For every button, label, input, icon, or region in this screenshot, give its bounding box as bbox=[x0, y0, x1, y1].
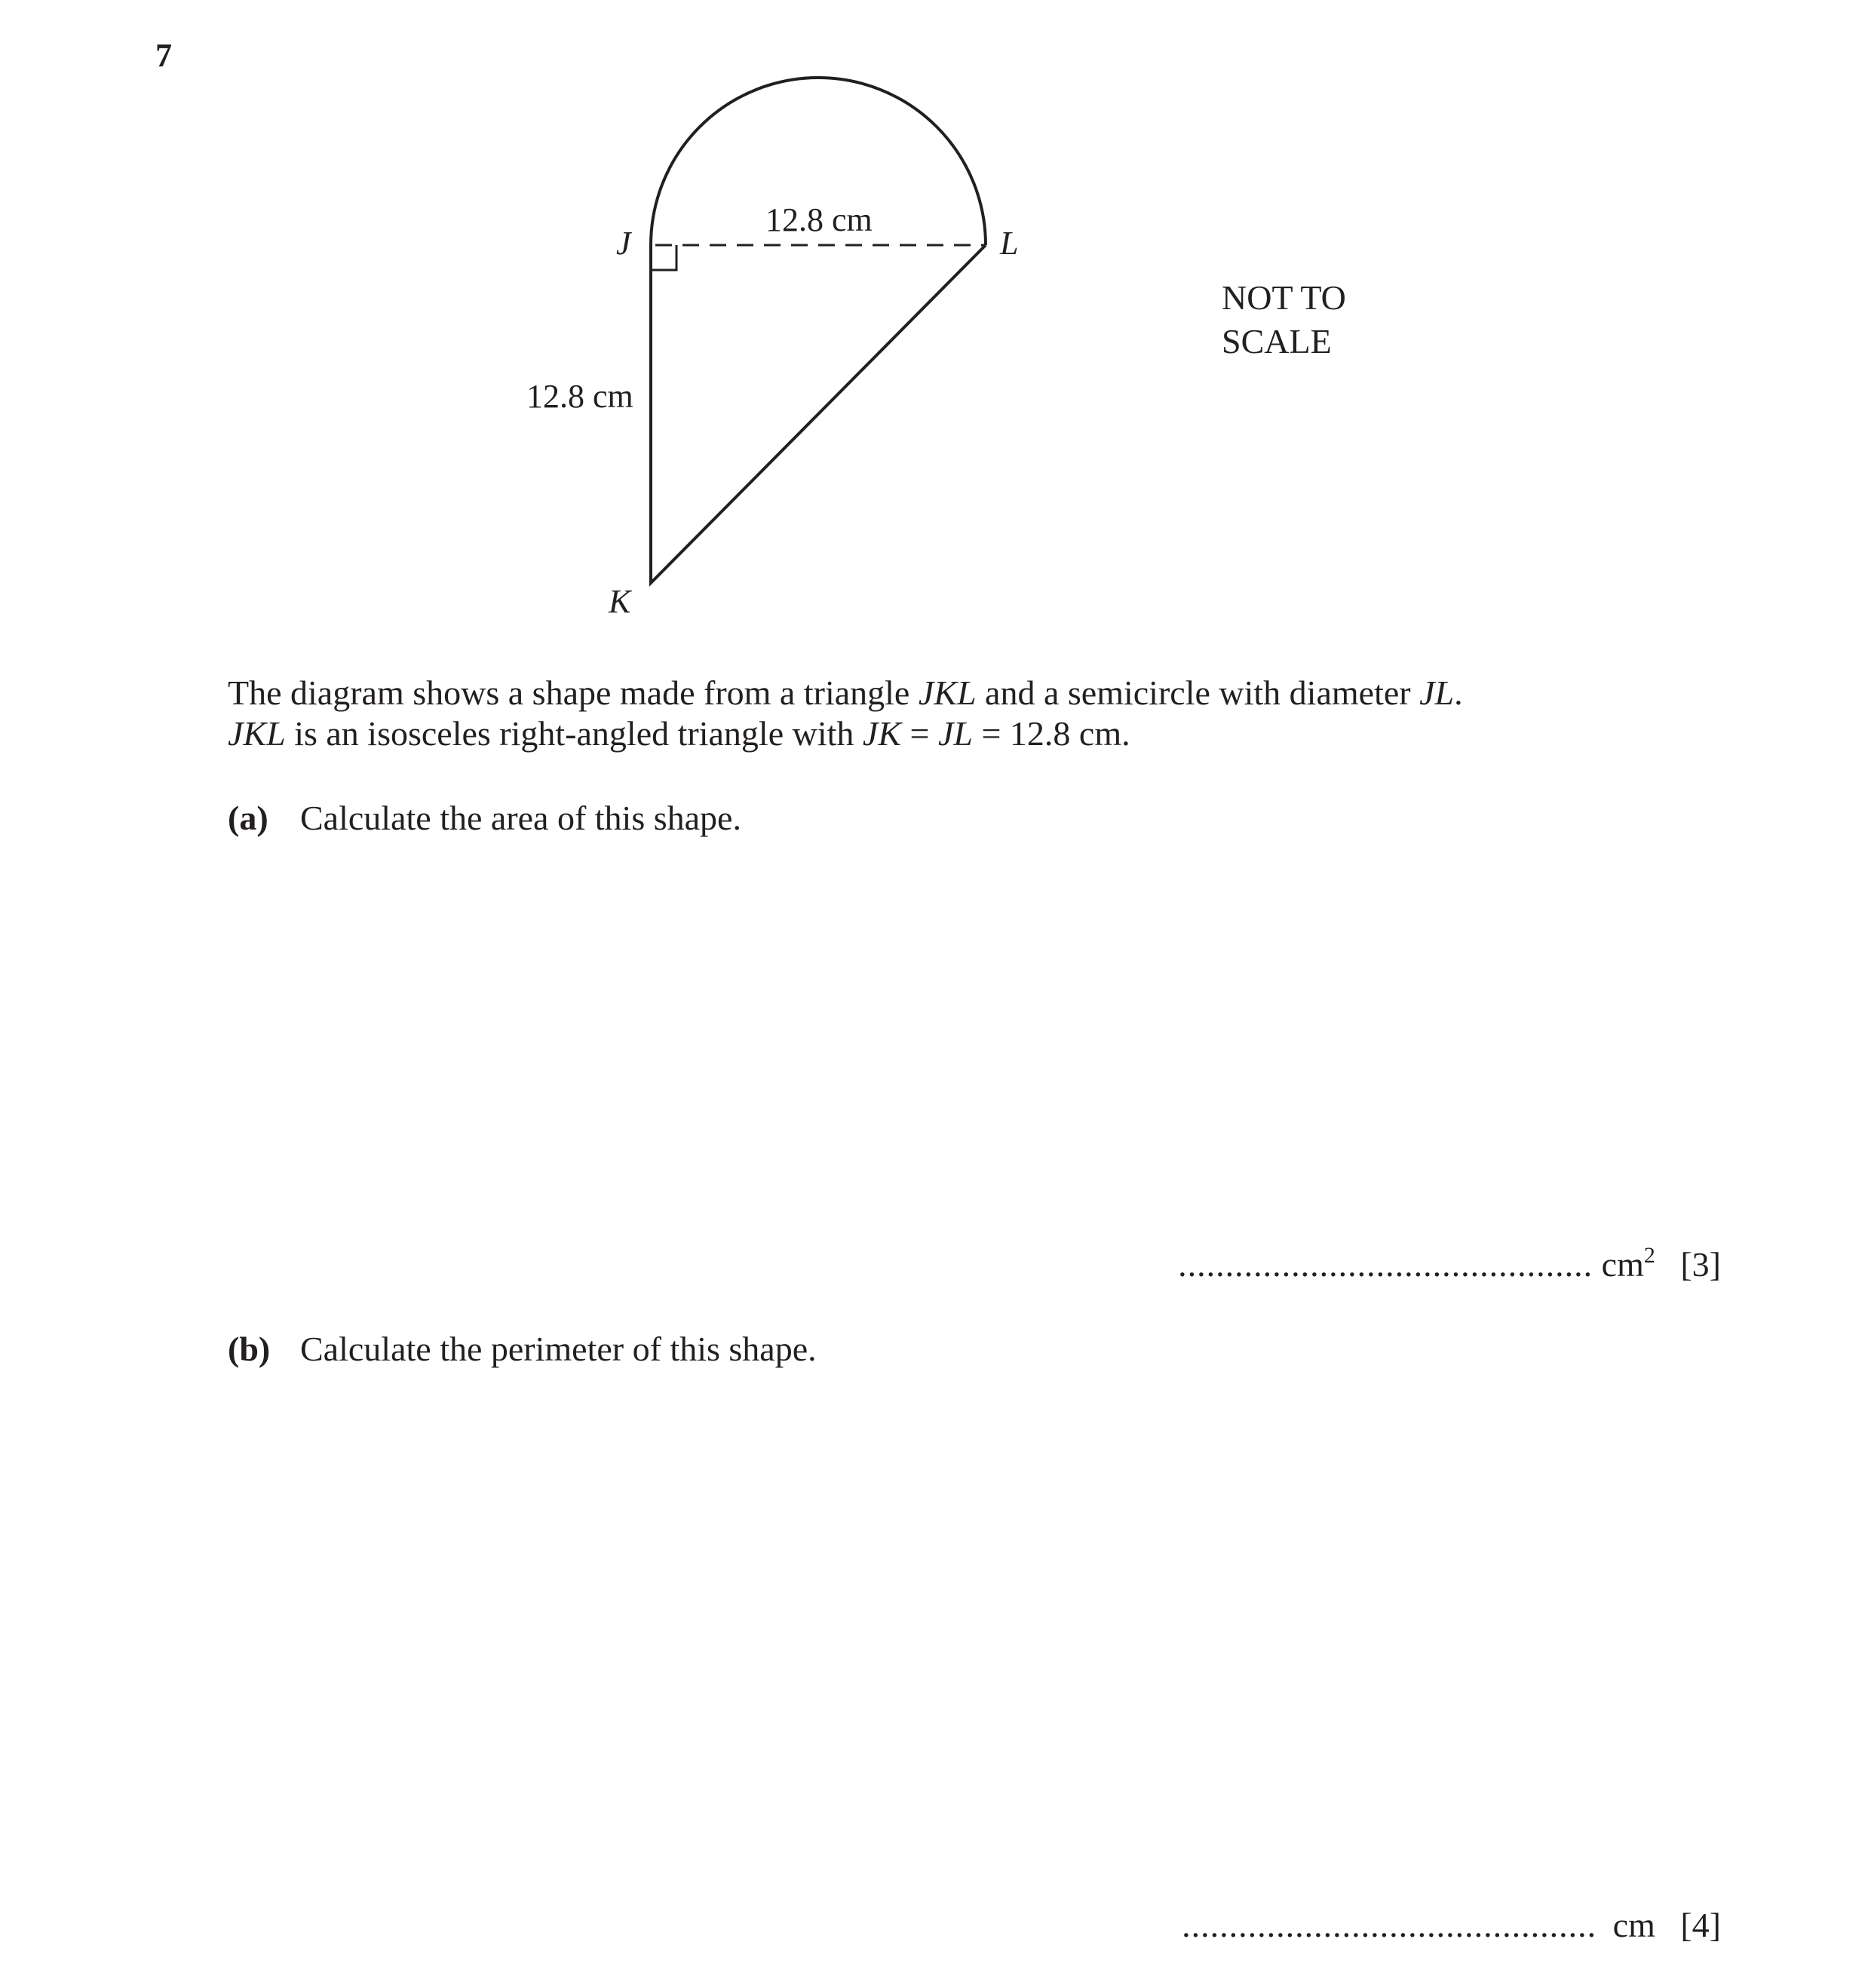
part-a-answer-dots[interactable]: ............................................ bbox=[1178, 1245, 1593, 1284]
not-to-scale-line1: NOT TO bbox=[1222, 278, 1346, 317]
vertex-j-label: J bbox=[616, 225, 631, 262]
part-a-prompt: Calculate the area of this shape. bbox=[300, 799, 741, 837]
label-jk-length: 12.8 cm bbox=[526, 378, 633, 415]
shape-outline bbox=[651, 78, 986, 583]
part-b-answer-dots[interactable]: ............................................ bbox=[1182, 1906, 1597, 1944]
part-b-marks: [4] bbox=[1680, 1906, 1721, 1944]
not-to-scale-note bbox=[1222, 276, 1346, 364]
part-a-label: (a) bbox=[228, 799, 268, 837]
triangle-sides bbox=[651, 245, 986, 583]
label-jl-length: 12.8 cm bbox=[765, 201, 873, 238]
part-a-question bbox=[228, 798, 741, 838]
description-line-2: JKL is an isosceles right-angled triangle with JK = JL = 12.8 cm. bbox=[228, 714, 1130, 753]
part-b-unit: cm bbox=[1612, 1906, 1655, 1944]
part-a-unit-power: 2 bbox=[1643, 1243, 1655, 1268]
part-b-answer-line[interactable] bbox=[1182, 1905, 1721, 1945]
part-a-unit: cm bbox=[1601, 1245, 1644, 1284]
right-angle-marker bbox=[651, 245, 676, 270]
geometry-diagram bbox=[0, 0, 1871, 649]
part-a-answer-line[interactable] bbox=[1178, 1243, 1721, 1284]
not-to-scale-line2: SCALE bbox=[1222, 322, 1332, 360]
question-description bbox=[228, 673, 1463, 754]
description-line-1: The diagram shows a shape made from a triangle JKL and a semicircle with diameter JL. bbox=[228, 673, 1463, 712]
part-b-question bbox=[228, 1329, 817, 1369]
part-b-prompt: Calculate the perimeter of this shape. bbox=[300, 1330, 817, 1368]
vertex-k-label: K bbox=[609, 583, 631, 620]
part-a-marks: [3] bbox=[1680, 1245, 1721, 1284]
part-b-label: (b) bbox=[228, 1330, 271, 1368]
question-number: 7 bbox=[155, 37, 172, 74]
vertex-l-label: L bbox=[1000, 225, 1019, 262]
